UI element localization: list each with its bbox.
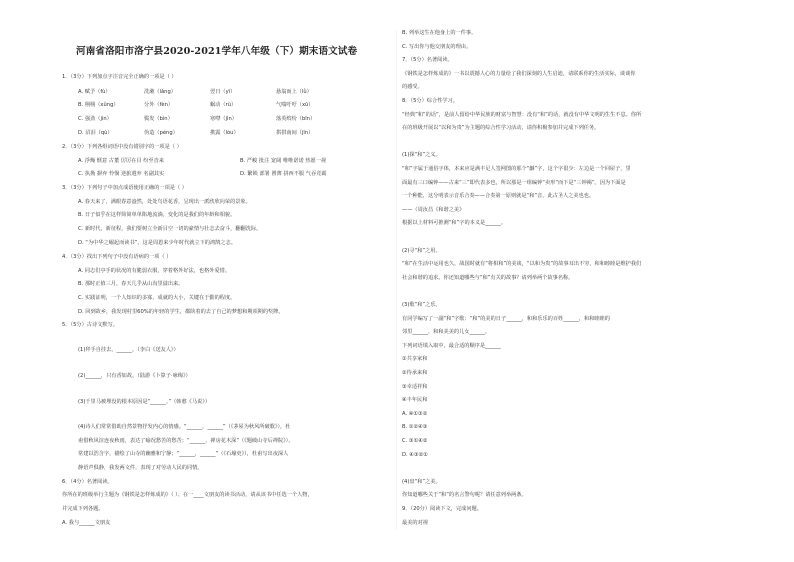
right-line: 邻里______，和和美美的儿女______。: [402, 329, 491, 336]
q1-option: D. 沼泪（qù）: [78, 130, 113, 136]
right-line: (1)探“和”之义。: [402, 152, 441, 159]
right-line: ④丰年民和: [402, 397, 428, 404]
q1-option: C. 强劲（jìn）: [78, 116, 112, 122]
question-2: 2．（3分）下列各组词语中没有错别字的一项是（ ）: [62, 144, 182, 150]
right-line: 《钢铁是怎样炼成的》一书以震撼人心的力量给了我们深刻的人生启迪，请联系你的生活实际，谈谈你: [402, 70, 636, 77]
right-line: B. ①②④③: [402, 424, 428, 431]
q4-option: A. 同志们亭手的状况的有脆弱衣服，穿着格外好法，也格外爱惜。: [78, 268, 231, 274]
q5-item-4: 静语声俱静，我发两文件，表现了对劳动人民的同情。: [78, 465, 203, 471]
q2-option: D. 繁锁 部署 罾薄 拼西不服 气吞竞霸: [240, 171, 327, 177]
q1-option: 洗漱（lǎng）: [144, 89, 176, 95]
question-3: 3．（3分）下列句子中加点成语使用正确的一项是（ ）: [62, 185, 187, 191]
q6-text: 并完成下列各题。: [62, 506, 104, 512]
exam-title: 河南省洛阳市洛宁县2020-2021学年八年级（下）期末语文试卷: [76, 46, 358, 57]
right-line: D. ④③②①: [402, 451, 428, 458]
right-line: C. 写出你与他交朋友的理由。: [402, 43, 472, 50]
right-line: 在的班级开展以“以和为贵”为主题的综合性学习活动，请你积极参加并完成下列任务。: [402, 125, 600, 132]
right-line: ②待承来和: [402, 370, 428, 376]
right-line: “和”字属于通俗字体，本来应是满丰足人签网图的那个“龢”字，这个字很少：左边是一个回屋子，里: [402, 166, 631, 172]
right-line: (3)歌“和”之乐。: [402, 302, 441, 308]
question-4: 4．（3分）找出下列句子中没有语病的一项（ ）: [62, 254, 172, 260]
q3-option: B. 日子似乎在这样简简单单陷地流淌，变化的是我们的年龄和相貌。: [78, 212, 236, 218]
right-line: 你知道哪些关于“和”的名言警句呢？请任意列举两条。: [402, 492, 527, 499]
right-line: 8．（5分）综合性学习。: [402, 98, 458, 104]
q1-option: 蜗动（rù）: [210, 102, 237, 108]
q5-item-2: (2)______，只有香如故。（陆游《卜算子·咏梅》）: [78, 373, 191, 379]
question-5: 5．（5分）古诗文默写。: [62, 322, 118, 328]
q5-item-4: 常建以浩含字，描绘了山寺的幽雅和宁静；“______，______”（《石壕吏》），杜甫写出夜深人: [78, 451, 289, 457]
q1-option: 悬翁而上（lǜ）: [276, 89, 312, 95]
q4-option: B. 那时正值三月，春天几乎从山沟里溢出来。: [78, 281, 184, 287]
q2-option: A. 浮燥 惬意 古董 厉厉在目 纷至沓来: [78, 158, 164, 164]
right-line: 最美的对视: [402, 519, 428, 526]
q3-option: C. 新时代，新征程，我们要树立全新目空一切的豪情与壮志去奋斗，翻翻洗际。: [78, 226, 262, 232]
right-line: (4)盘“和”之美。: [402, 478, 441, 485]
q4-option: C. 实践证明，一个人知识的多寡，成就的大小，关键在于勤的程度。: [78, 295, 236, 301]
right-line: 有同学编写了一副“和”字歌：“和”的美的日子______，和和乐乐的百姓______，和和睦睦的: [402, 315, 610, 322]
question-6: 6．（4分）名著阅读。: [62, 479, 113, 485]
q4-option: D. 回到故乡，我发现村里60%的年轻的学生，都陕着的去了自己的梦想和期项期的奖牌。: [78, 309, 284, 315]
q5-item-4: 甫借秋风渲连夜秋雨，表达了喻况愁苦的愁苦；“______，禅房花木深”（《题破山寺后禅院》），: [78, 438, 294, 444]
right-line: 根据以上材料可推测“和”字的本义是______。: [402, 220, 506, 227]
question-1: 1．（3分）下列加点字注音完全正确的一项是（ ）: [62, 74, 177, 80]
q1-option: 寒噤（jìn）: [210, 116, 237, 122]
q1-option: 拱拱南间（jīn）: [276, 130, 314, 136]
q6-text: 你所在的班级举行主题为《钢铁是怎样炼成的》（ ）、在一____文朋友的读书活动，请从该书中任选一个人物，: [62, 492, 313, 498]
right-line: 7．（5分）名著阅读。: [402, 57, 453, 64]
q2-option: B. 严峻 批注 宽阔 唯唯诺诺 热愿一视: [240, 158, 327, 164]
q6-option-a: A. 我与______文朋友: [62, 520, 111, 526]
right-line: 的感受。: [402, 84, 423, 91]
right-line: C. ③①④②: [402, 438, 428, 444]
right-line: 一个种能，这分明表示音乐合奏——合奏第一原则就是“和”音，此古圣人之美也也。: [402, 193, 595, 200]
q1-option: A. 赋予（fù）: [78, 89, 111, 95]
right-line: A. ④①③②: [402, 410, 428, 417]
right-line: (2)寻“和”之用。: [402, 247, 441, 254]
q1-option: 气喘吁吁（xū）: [276, 102, 314, 108]
right-line: 社会和谐的追求。你还知道哪些与“和”有关的故事？请列举两个故事名称。: [402, 274, 574, 281]
right-line: ①共享家和: [402, 356, 428, 363]
q5-item-3: (3)千里马被埋没的根本原因是“______。”（韩愈《马说》）: [78, 399, 211, 405]
q5-item-1: (1)拜手自挂去，______。（李白《送友人》）: [78, 347, 179, 353]
q1-option: 分外（fèn）: [144, 102, 174, 108]
right-line: ——（周汝昌《和谐之美》: [402, 206, 465, 213]
right-line: “经典”和“的话”，是前人留给中华民族的财富与智慧：没有“和”的话，就没有中华文明的生生不息。你所: [402, 111, 642, 118]
right-line: “和”在生活中运用也久，战国时就有“将相和”的美谈，“以和为贵”的故事耳出不穷，和和睦睦是维护我们: [402, 261, 642, 268]
right-line: B. 列举这生在他身上的一件事。: [402, 30, 477, 36]
column-divider: [396, 30, 397, 530]
q5-item-4: (4)诗人们常常借助自然景物抒发内心的情感。“______，______”（《茅屋为秋风所破歌》），杜: [78, 424, 291, 430]
q2-option: C. 执拗 摒弃 怜悯 逆旅遐弃 名副其实: [78, 171, 165, 177]
right-line: ③幸适祥和: [402, 383, 428, 390]
q1-option: 伪造（péng）: [144, 130, 178, 136]
q3-option: D. “为中华之崛起而读书”，这是周恩来少年时代就立下的鸿鹄之志。: [78, 240, 236, 246]
right-line: 下列词语填入取中，最合适的顺序是______: [402, 342, 501, 349]
q3-option: A. 春天来了，满眼春意盎然，处处鸟语花香，呈现出一派欣欣向荣的景象。: [78, 199, 251, 205]
q1-option: B. 栩栩（xǔng）: [78, 102, 119, 108]
right-line: 9．（20分）阅读下文，完成问题。: [402, 506, 482, 512]
q1-option: 翌日（yī）: [210, 89, 236, 95]
q1-option: 携露（lòu）: [210, 130, 239, 136]
right-line: 面最有三口编钟——古来“三”即代表多也，所以那是一组编钟“卖形”而下是“三钟褐”。因为下面是: [402, 179, 626, 186]
q1-option: 鬓发（bìn）: [144, 116, 173, 122]
q1-option: 落英缤纷（bīn）: [276, 116, 316, 122]
